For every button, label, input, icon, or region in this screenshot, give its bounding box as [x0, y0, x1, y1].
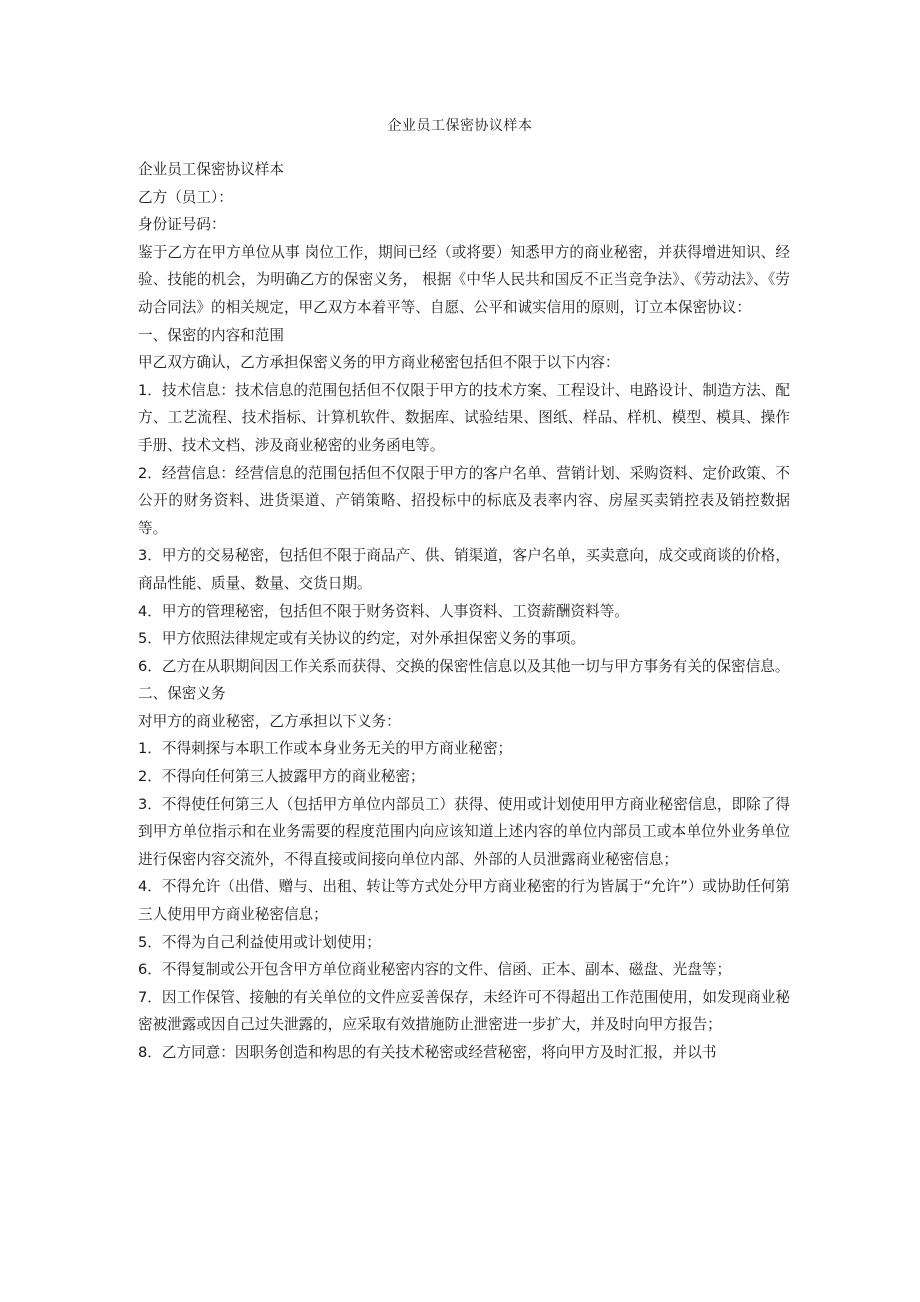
- list-item-legal-obligations: 5．甲方依照法律规定或有关协议的约定，对外承担保密义务的事项。: [138, 630, 586, 648]
- section-heading-scope: 一、保密的内容和范围: [138, 326, 284, 344]
- paragraph-party-b: 乙方（员工）：: [138, 188, 233, 206]
- list-item-business-info: 2．经营信息：经营信息的范围包括但不仅限于甲方的客户名单、营销计划、采购资料、定价政策、不公开的财务资料、进货渠道、产销策略、招投标中的标底及表率内容、房屋买卖销控表及销控数据等。: [138, 464, 790, 537]
- list-item-technical-info: 1．技术信息：技术信息的范围包括但不仅限于甲方的技术方案、工程设计、电路设计、制造方法、配方、工艺流程、技术指标、计算机软件、数据库、试验结果、图纸、样品、样机、模型、模具、操作手册、技术文档、涉及商业秘密的业务函电等。: [138, 381, 790, 454]
- list-item-obligation-4: 4．不得允许（出借、赠与、出租、转让等方式处分甲方商业秘密的行为皆属于“允许”）或协助任何第三人使用甲方商业秘密信息；: [138, 878, 790, 924]
- section-heading-obligations: 二、保密义务: [138, 685, 226, 703]
- list-item-trade-secrets: 3．甲方的交易秘密，包括但不限于商品产、供、销渠道，客户名单，买卖意向，成交或商谈的价格，商品性能、质量、数量、交货日期。: [138, 547, 790, 592]
- paragraph-preamble: 鉴于乙方在甲方单位从事 岗位工作，期间已经（或将要）知悉甲方的商业秘密，并获得增进知识、经验、技能的机会，为明确乙方的保密义务， 根据《中华人民共和国反不正当竞争法》、《劳动法》、《劳动合同法》的相关规定，甲乙双方本着平等、自愿、公平和诚实信用的原则，订立本保密协议：: [138, 243, 790, 316]
- paragraph-obligations-intro: 对甲方的商业秘密，乙方承担以下义务：: [138, 712, 401, 730]
- paragraph-heading: 企业员工保密协议样本: [138, 161, 284, 178]
- list-item-obligation-2: 2．不得向任何第三人披露甲方的商业秘密；: [138, 768, 425, 786]
- list-item-management-secrets: 4．甲方的管理秘密，包括但不限于财务资料、人事资料、工资薪酬资料等。: [138, 602, 629, 620]
- list-item-other-info: 6．乙方在从职期间因工作关系而获得、交换的保密性信息以及其他一切与甲方事务有关的保密信息。: [138, 657, 790, 675]
- paragraph-id-number: 身份证号码：: [138, 216, 226, 234]
- list-item-obligation-6: 6．不得复制或公开包含甲方单位商业秘密内容的文件、信函、正本、副本、磁盘、光盘等；: [138, 961, 732, 979]
- list-item-obligation-3: 3．不得使任何第三人（包括甲方单位内部员工）获得、使用或计划使用甲方商业秘密信息，即除了得到甲方单位指示和在业务需要的程度范围内向应该知道上述内容的单位内部员工或本单位外业务单位进行保密内容交流外，不得直接或间接向单位内部、外部的人员泄露商业秘密信息；: [138, 795, 790, 868]
- list-item-obligation-8: 8．乙方同意：因职务创造和构思的有关技术秘密或经营秘密，将向甲方及时汇报，并以书: [138, 1044, 717, 1061]
- paragraph-scope-intro: 甲乙双方确认，乙方承担保密义务的甲方商业秘密包括但不限于以下内容：: [138, 354, 620, 372]
- list-item-obligation-5: 5．不得为自己利益使用或计划使用；: [138, 933, 381, 951]
- document-body: [138, 156, 790, 1067]
- document-title: 企业员工保密协议样本: [387, 118, 533, 134]
- list-item-obligation-1: 1．不得刺探与本职工作或本身业务无关的甲方商业秘密；: [138, 740, 513, 758]
- list-item-obligation-7: 7．因工作保管、接触的有关单位的文件应妥善保存，未经许可不得超出工作范围使用，如发现商业秘密被泄露或因自己过失泄露的，应采取有效措施防止泄密进一步扩大，并及时向甲方报告；: [138, 988, 790, 1034]
